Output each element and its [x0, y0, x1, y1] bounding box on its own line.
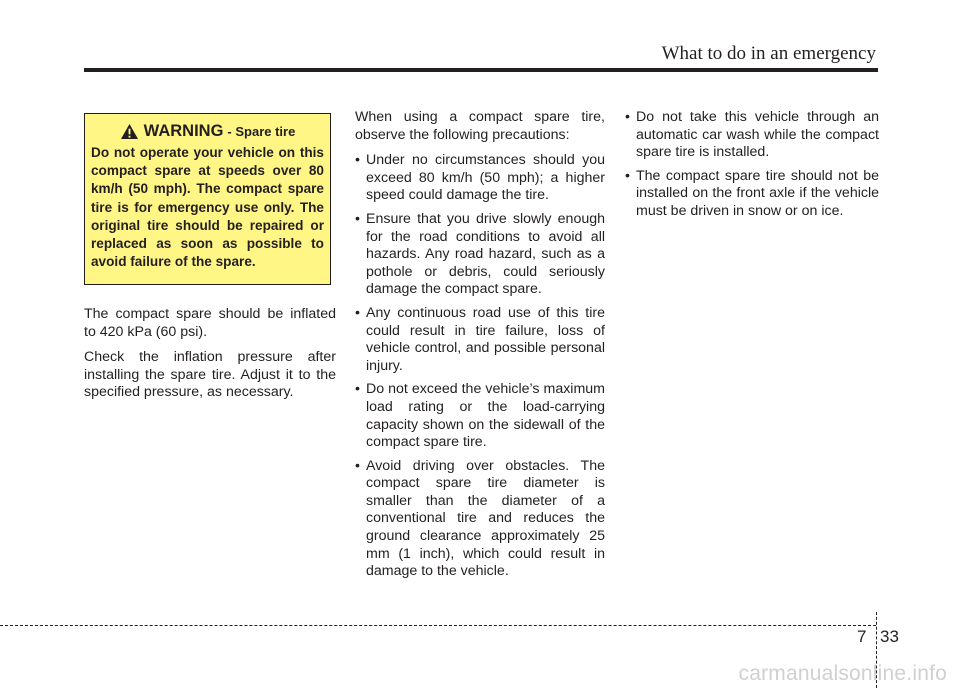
warning-subtitle: - Spare tire	[227, 124, 296, 139]
watermark: carmanualsonline.info	[738, 662, 947, 685]
header-rule	[84, 68, 878, 72]
page-number: 33	[880, 627, 899, 646]
column-2	[355, 109, 605, 587]
precautions-list-continued	[625, 109, 879, 221]
precautions-list	[355, 152, 605, 581]
intro-paragraph: When using a compact spare tire, observe the following precautions:	[355, 109, 605, 143]
paragraph: The compact spare should be inflated to 420 kPa (60 psi).	[84, 306, 336, 340]
footer-dashed-rule	[0, 625, 876, 626]
list-item: • Ensure that you drive slowly enough for the road conditions to avoid all hazards. Any road hazard, such as a pothole or debris, could seriously damage the compact spare.	[355, 211, 605, 299]
warning-triangle-icon	[120, 123, 139, 140]
list-item: • Do not exceed the vehicle’s maximum load rating or the load-carrying capacity shown on the sidewall of the compact spare tire.	[355, 381, 605, 451]
list-item: • Do not take this vehicle through an automatic car wash while the compact spare tire is installed.	[625, 109, 879, 162]
warning-label: WARNING	[143, 122, 224, 140]
column-1	[84, 306, 336, 410]
column-3	[625, 109, 879, 227]
warning-heading	[91, 122, 324, 141]
warning-box	[84, 113, 331, 285]
warning-text: Do not operate your vehicle on this compact spare at speeds over 80 km/h (50 mph). The compact spare tire is for emergency use only. The original tire should be repaired or replaced as soon as possible to avoid failure of the spare.	[91, 145, 324, 270]
paragraph: Check the inflation pressure after installing the spare tire. Adjust it to the specified pressure, as necessary.	[84, 349, 336, 401]
header-title: What to do in an emergency	[661, 43, 876, 64]
chapter-number: 7	[857, 627, 867, 646]
list-item: • The compact spare tire should not be installed on the front axle if the vehicle must be driven in snow or on ice.	[625, 168, 879, 221]
list-item: • Under no circumstances should you exceed 80 km/h (50 mph); a higher speed could damage the tire.	[355, 152, 605, 205]
list-item: • Any continuous road use of this tire could result in tire failure, loss of vehicle control, and possible personal injury.	[355, 305, 605, 375]
list-item: • Avoid driving over obstacles. The compact spare tire diameter is smaller than the diameter of a conventional tire and reduces the ground clearance approximately 25 mm (1 inch), which could result in damage to the vehicle.	[355, 458, 605, 581]
